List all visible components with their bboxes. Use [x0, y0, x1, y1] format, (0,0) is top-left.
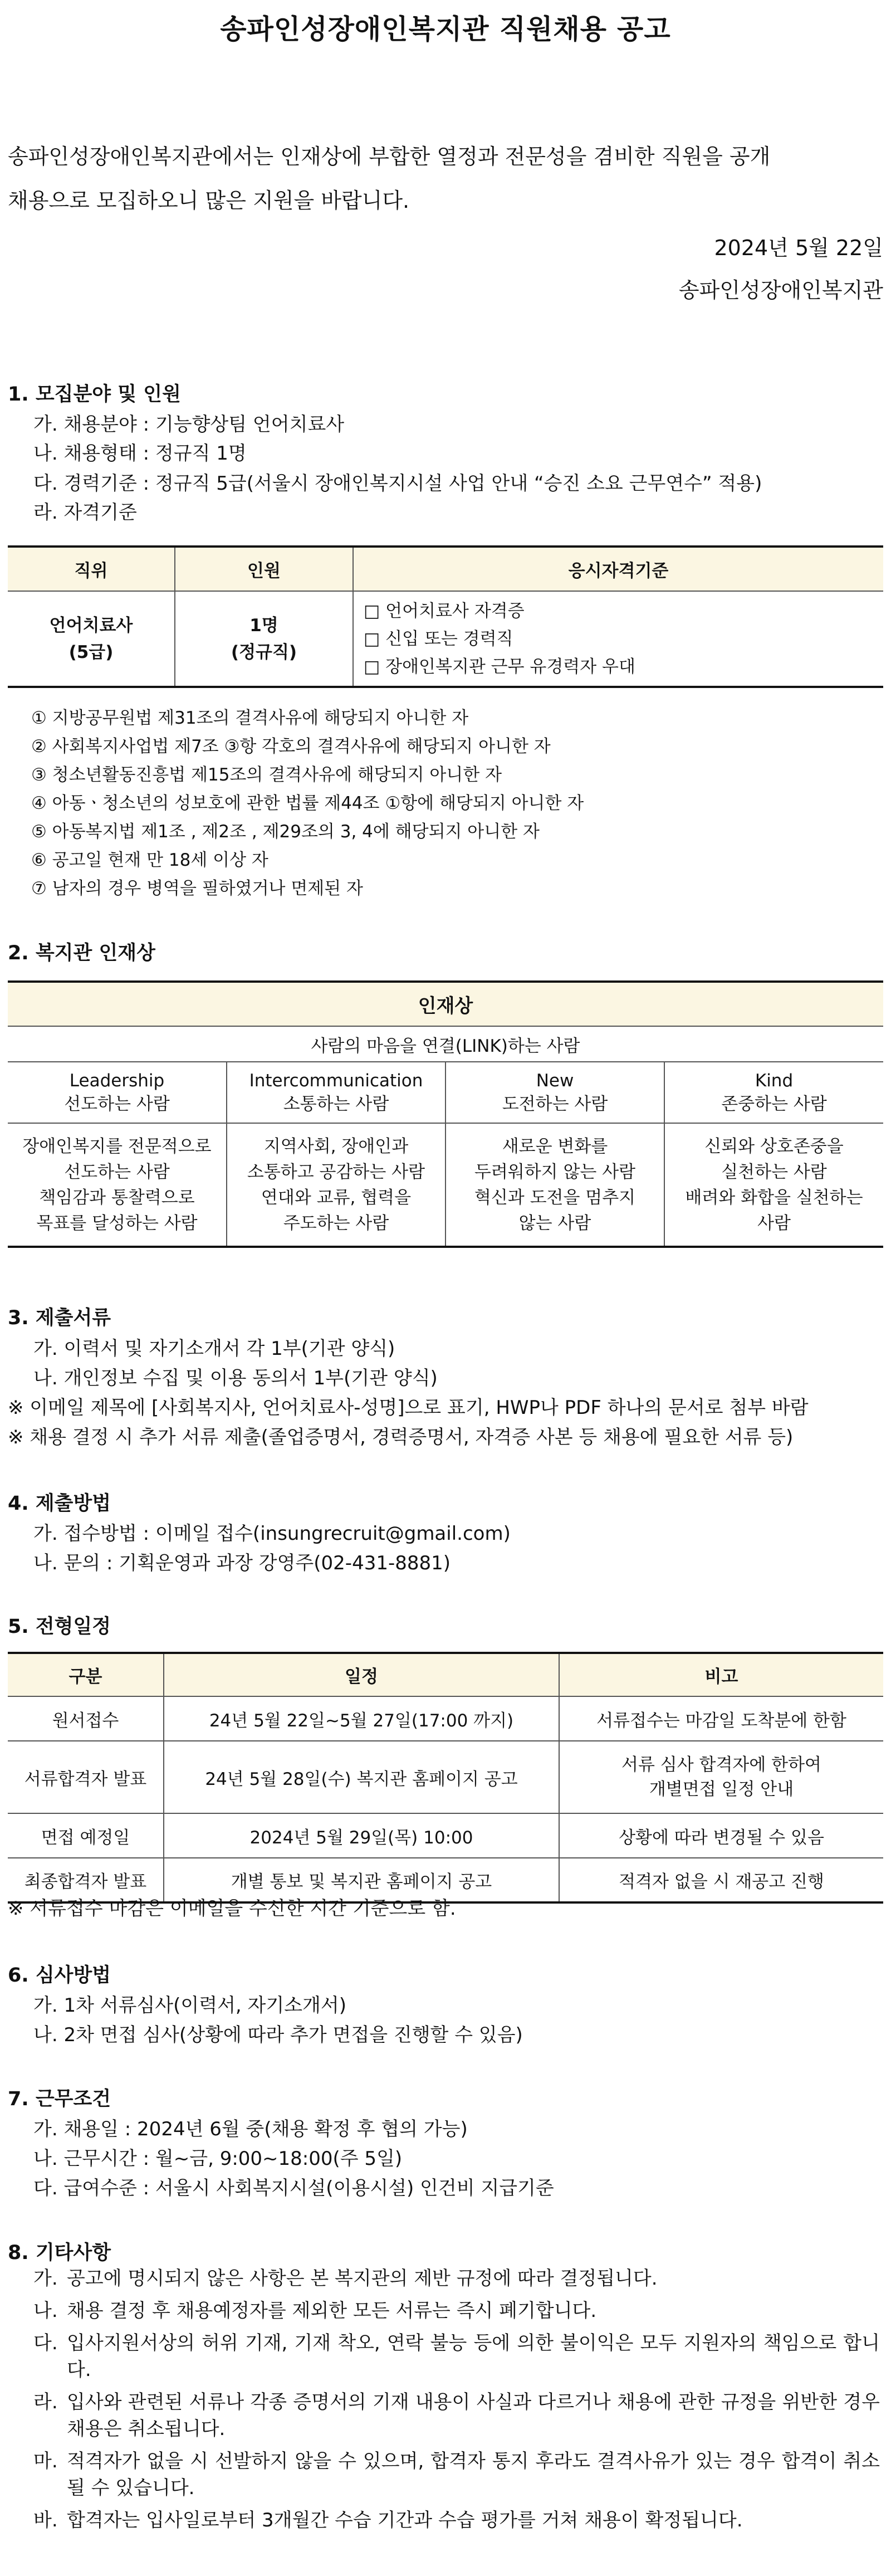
- section-heading-conditions: 7. 근무조건: [8, 2088, 111, 2110]
- table-row: 면접 예정일 2024년 5월 29일(목) 10:00 상황에 따라 변경될 수 있음: [8, 1813, 883, 1858]
- position-cell: 언어치료사 (5급): [8, 591, 175, 687]
- intro-line-2: 채용으로 모집하오니 많은 지원을 바랍니다.: [8, 188, 410, 213]
- schedule-table: [8, 1652, 883, 1904]
- talent-new-header: New 도전하는 사람: [446, 1062, 664, 1123]
- screening-item: 가. 1차 서류심사(이력서, 자기소개서): [33, 1994, 347, 2017]
- notice-date: 2024년 5월 22일: [714, 236, 883, 260]
- document-item: 가. 이력서 및 자기소개서 각 1부(기관 양식): [33, 1338, 395, 1360]
- document-note: ※ 채용 결정 시 추가 서류 제출(졸업증명서, 경력증명서, 자격증 사본 등 채용에 필요한 서류 등): [8, 1426, 794, 1448]
- section-heading-schedule: 5. 전형일정: [8, 1616, 111, 1638]
- document-note: ※ 이메일 제목에 [사회복지사, 언어치료사-성명]으로 표기, HWP나 PDF 하나의 문서로 첨부 바람: [8, 1397, 809, 1419]
- eligibility-condition: ① 지방공무원법 제31조의 결격사유에 해당되지 아니한 자: [31, 708, 469, 728]
- eligibility-condition: ④ 아동ㆍ청소년의 성보호에 관한 법률 제44조 ①항에 해당되지 아니한 자: [31, 793, 584, 813]
- eligibility-condition: ③ 청소년활동진흥법 제15조의 결격사유에 해당되지 아니한 자: [31, 765, 502, 785]
- talent-kind-desc: 신뢰와 상호존중을 실천하는 사람 배려와 화합을 실천하는 사람: [664, 1123, 883, 1247]
- submission-item: 나. 문의 : 기획운영과 과장 강영주(02-431-8881): [33, 1552, 451, 1574]
- table-header-position: 직위: [8, 547, 175, 591]
- recruitment-item: 다. 경력기준 : 정규직 5급(서울시 장애인복지시설 사업 안내 “승진 소요 근무연수” 적용): [33, 472, 762, 495]
- talent-intercommunication-header: Intercommunication 소통하는 사람: [227, 1062, 446, 1123]
- work-condition-item: 나. 근무시간 : 월~금, 9:00~18:00(주 5일): [33, 2148, 403, 2170]
- list-item: 가. 공고에 명시되지 않은 사항은 본 복지관의 제반 규정에 따라 결정됩니다.: [33, 2267, 658, 2290]
- recruitment-item: 가. 채용분야 : 기능향상팀 언어치료사: [33, 413, 345, 436]
- work-condition-item: 다. 급여수준 : 서울시 사회복지시설(이용시설) 인건비 지급기준: [33, 2177, 554, 2199]
- talent-kind-header: Kind 존중하는 사람: [664, 1062, 883, 1123]
- list-item: 마. 적격자가 없을 시 선발하지 않을 수 있으며, 합격자 통지 후라도 결격사유가 있는 경우 합격이 취소될 수 있습니다.: [33, 2450, 880, 2499]
- talent-table: [8, 980, 883, 1248]
- talent-table-title: 인재상: [8, 982, 883, 1026]
- screening-item: 나. 2차 면접 심사(상황에 따라 추가 면접을 진행할 수 있음): [33, 2024, 523, 2046]
- table-row: 서류합격자 발표 24년 5월 28일(수) 복지관 홈페이지 공고 서류 심사 합격자에 한하여 개별면접 일정 안내: [8, 1741, 883, 1813]
- section-heading-documents: 3. 제출서류: [8, 1307, 111, 1329]
- section-heading-screening: 6. 심사방법: [8, 1964, 111, 1987]
- list-item: 나. 채용 결정 후 채용예정자를 제외한 모든 서류는 즉시 폐기합니다.: [33, 2300, 597, 2322]
- qualification-item: □ 신입 또는 경력직: [364, 628, 513, 649]
- talent-leadership-header: Leadership 선도하는 사람: [8, 1062, 227, 1123]
- notice-organization: 송파인성장애인복지관: [678, 278, 883, 303]
- talent-subtitle: 사람의 마음을 연결(LINK)하는 사람: [8, 1026, 883, 1062]
- qualification-table: [8, 545, 883, 688]
- eligibility-condition: ⑤ 아동복지법 제1조 , 제2조 , 제29조의 3, 4에 해당되지 아니한 자: [31, 822, 540, 842]
- table-header-count: 인원: [175, 547, 353, 591]
- section-heading-other: 8. 기타사항: [8, 2242, 111, 2264]
- list-item: 라. 입사와 관련된 서류나 각종 증명서의 기재 내용이 사실과 다르거나 채용에 관한 규정을 위반한 경우 채용은 취소됩니다.: [33, 2391, 880, 2440]
- work-condition-item: 가. 채용일 : 2024년 6월 중(채용 확정 후 협의 가능): [33, 2118, 468, 2140]
- schedule-header-date: 일정: [164, 1653, 559, 1696]
- recruitment-item: 나. 채용형태 : 정규직 1명: [33, 442, 247, 465]
- schedule-note: ※ 서류접수 마감은 이메일을 수신한 시간 기준으로 함.: [8, 1897, 456, 1920]
- talent-intercommunication-desc: 지역사회, 장애인과 소통하고 공감하는 사람 연대와 교류, 협력을 주도하는 사람: [227, 1123, 446, 1247]
- eligibility-condition: ⑥ 공고일 현재 만 18세 이상 자: [31, 850, 268, 870]
- page-title: 송파인성장애인복지관 직원채용 공고: [220, 13, 671, 45]
- section-heading-recruitment: 1. 모집분야 및 인원: [8, 383, 181, 406]
- schedule-header-category: 구분: [8, 1653, 164, 1696]
- qualification-item: □ 장애인복지관 근무 유경력자 우대: [364, 656, 635, 677]
- qualification-cell: [353, 591, 883, 687]
- talent-leadership-desc: 장애인복지를 전문적으로 선도하는 사람 책임감과 통찰력으로 목표를 달성하는 사람: [8, 1123, 227, 1247]
- recruitment-item: 라. 자격기준: [33, 501, 137, 524]
- intro-line-1: 송파인성장애인복지관에서는 인재상에 부합한 열정과 전문성을 겸비한 직원을 공개: [8, 144, 771, 169]
- other-items-list: [33, 2265, 880, 2539]
- qualification-item: □ 언어치료사 자격증: [364, 601, 525, 621]
- eligibility-condition: ⑦ 남자의 경우 병역을 필하였거나 면제된 자: [31, 879, 363, 899]
- table-row: 원서접수 24년 5월 22일~5월 27일(17:00 까지) 서류접수는 마감일 도착분에 한함: [8, 1696, 883, 1741]
- section-heading-submission: 4. 제출방법: [8, 1492, 111, 1515]
- document-item: 나. 개인정보 수집 및 이용 동의서 1부(기관 양식): [33, 1367, 438, 1389]
- schedule-header-remark: 비고: [559, 1653, 883, 1696]
- table-row: 최종합격자 발표 개별 통보 및 복지관 홈페이지 공고 적격자 없을 시 재공고 진행: [8, 1858, 883, 1902]
- talent-new-desc: 새로운 변화를 두려워하지 않는 사람 혁신과 도전을 멈추지 않는 사람: [446, 1123, 664, 1247]
- table-header-qualification: 응시자격기준: [353, 547, 883, 591]
- eligibility-condition: ② 사회복지사업법 제7조 ③항 각호의 결격사유에 해당되지 아니한 자: [31, 736, 551, 757]
- list-item: 바. 합격자는 입사일로부터 3개월간 수습 기간과 수습 평가를 거쳐 채용이 확정됩니다.: [33, 2509, 743, 2531]
- count-cell: 1명 (정규직): [175, 591, 353, 687]
- submission-item: 가. 접수방법 : 이메일 접수(insungrecruit@gmail.com): [33, 1523, 511, 1545]
- section-heading-talent: 2. 복지관 인재상: [8, 942, 155, 964]
- list-item: 다. 입사지원서상의 허위 기재, 기재 착오, 연락 불능 등에 의한 불이익은 모두 지원자의 책임으로 합니다.: [33, 2332, 880, 2381]
